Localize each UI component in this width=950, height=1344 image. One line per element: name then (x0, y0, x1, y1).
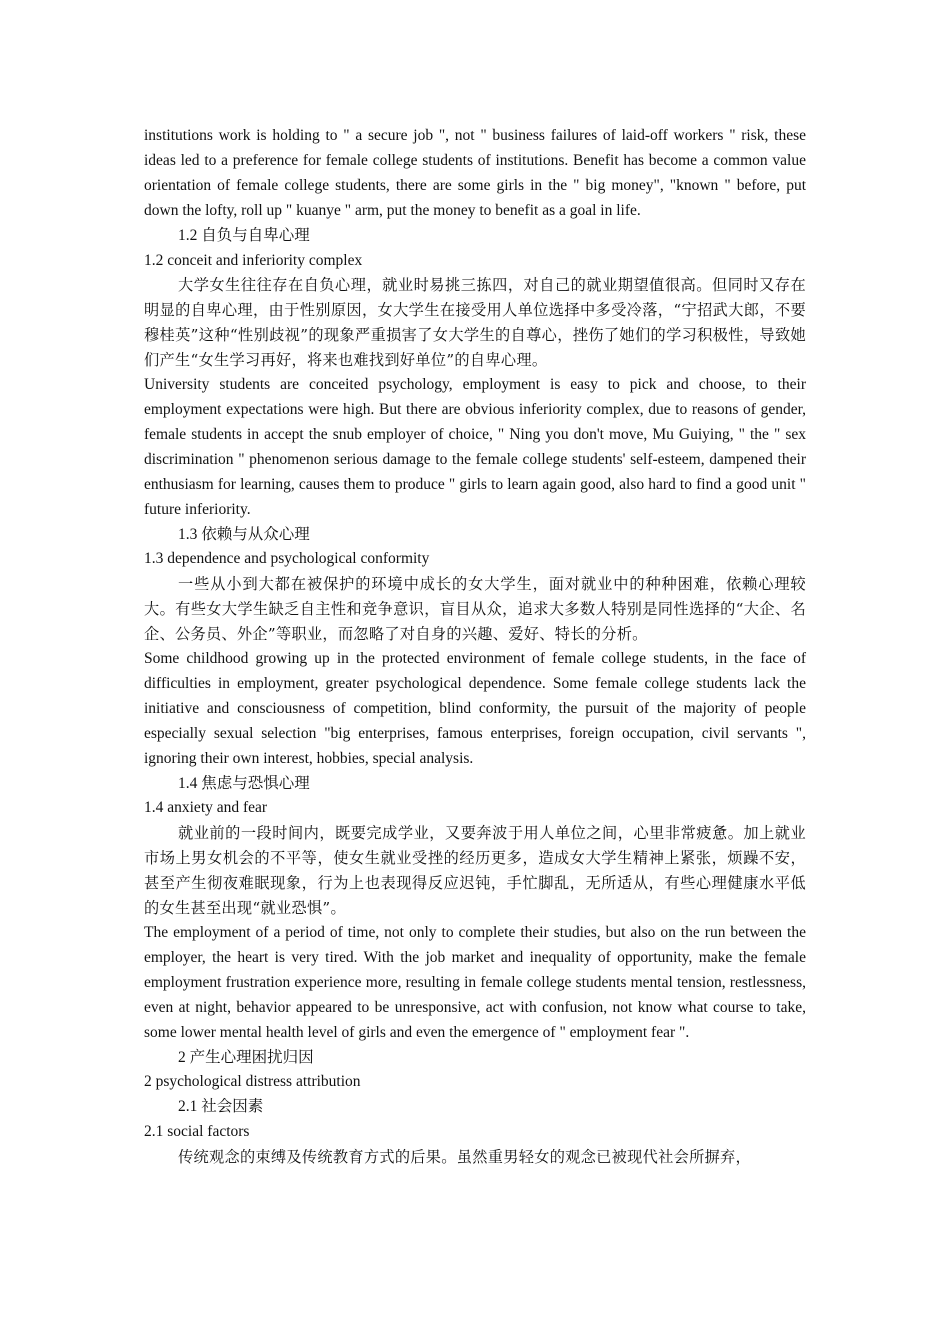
section-heading-cn: 2 产生心理困扰归因 (178, 1048, 314, 1066)
paragraph-cn: 就业前的一段时间内，既要完成学业，又要奔波于用人单位之间，心里非常疲惫。加上就业市场上男女机会的不平等，使女生就业受挫的经历更多，造成女大学生精神上紧张，烦躁不安，甚至产生彻夜难眠现象，行为上也表现得反应迟钝，手忙脚乱，无所适从，有些心理健康水平低的女生甚至出现“就业恐惧”。 (144, 824, 806, 918)
paragraph-cn: 一些从小到大都在被保护的环境中成长的女大学生，面对就业中的种种困难，依赖心理较大。有些女大学生缺乏自主性和竞争意识，盲目从众，追求大多数人特别是同性选择的“大企、名企、公务员、外企”等职业，而忽略了对自身的兴趣、爱好、特长的分析。 (144, 575, 806, 644)
section-heading-cn: 1.3 依赖与从众心理 (178, 525, 310, 543)
paragraph-en: Some childhood growing up in the protected environment of female college students, in the face of difficulties in employment, greater psychological dependence. Some female college students lack the initiative and consciousness of competition, blind conformity, the pursuit of the majority of people especially sexual selection "big enterprises, famous enterprises, foreign occupation, civil servants ", ignoring their own interest, hobbies, special analysis. (144, 650, 806, 767)
document-page (144, 124, 806, 1170)
paragraph-cn: 传统观念的束缚及传统教育方式的后果。虽然重男轻女的观念已被现代社会所摒弃， (178, 1148, 752, 1167)
section-heading-cn: 1.2 自负与自卑心理 (178, 226, 310, 244)
section-heading-en: 1.4 anxiety and fear (144, 799, 268, 817)
paragraph-en: The employment of a period of time, not only to complete their studies, but also on the run between the employer, the heart is very tired. With the job market and inequality of opportunity, make the female employment frustration experience more, resulting in female college students mental tension, restlessness, even at night, behavior appeared to be unresponsive, act with confusion, not know what course to take, some lower mental health level of girls and even the emergence of " employment fear ". (144, 924, 806, 1041)
paragraph-en: University students are conceited psychology, employment is easy to pick and choose, to their employment expectations were high. But there are obvious inferiority complex, due to reasons of gender, female students in accept the snub employer of choice, " Ning you don't move, Mu Guiying, " the " sex discrimination " phenomenon serious damage to the female college students' self-esteem, dampened their enthusiasm for learning, causes them to produce " girls to learn again good, also hard to find a good unit " future inferiority. (144, 376, 806, 518)
section-heading-en: 1.3 dependence and psychological conformity (144, 550, 430, 568)
subsection-heading-cn: 2.1 社会因素 (178, 1098, 264, 1116)
section-heading-cn: 1.4 焦虑与恐惧心理 (178, 774, 310, 792)
subsection-heading-en: 2.1 social factors (144, 1123, 250, 1141)
section-heading-en: 2 psychological distress attribution (144, 1073, 361, 1091)
paragraph-en: institutions work is holding to " a secure job ", not " business failures of laid-off workers " risk, these ideas led to a preference for female college students of institutions. Benefit has become a common value orientation of female college students, there are some girls in the " big money", "known " before, put down the lofty, roll up " kuanye " arm, put the money to benefit as a goal in life. (144, 127, 806, 219)
section-heading-en: 1.2 conceit and inferiority complex (144, 251, 363, 269)
paragraph-cn: 大学女生往往存在自负心理，就业时易挑三拣四，对自己的就业期望值很高。但同时又存在明显的自卑心理，由于性别原因，女大学生在接受用人单位选择中多受冷落，“宁招武大郎，不要穆桂英”这种“性别歧视”的现象严重损害了女大学生的自尊心，挫伤了她们的学习积极性，导致她们产生“女生学习再好，将来也难找到好单位”的自卑心理。 (144, 276, 806, 370)
